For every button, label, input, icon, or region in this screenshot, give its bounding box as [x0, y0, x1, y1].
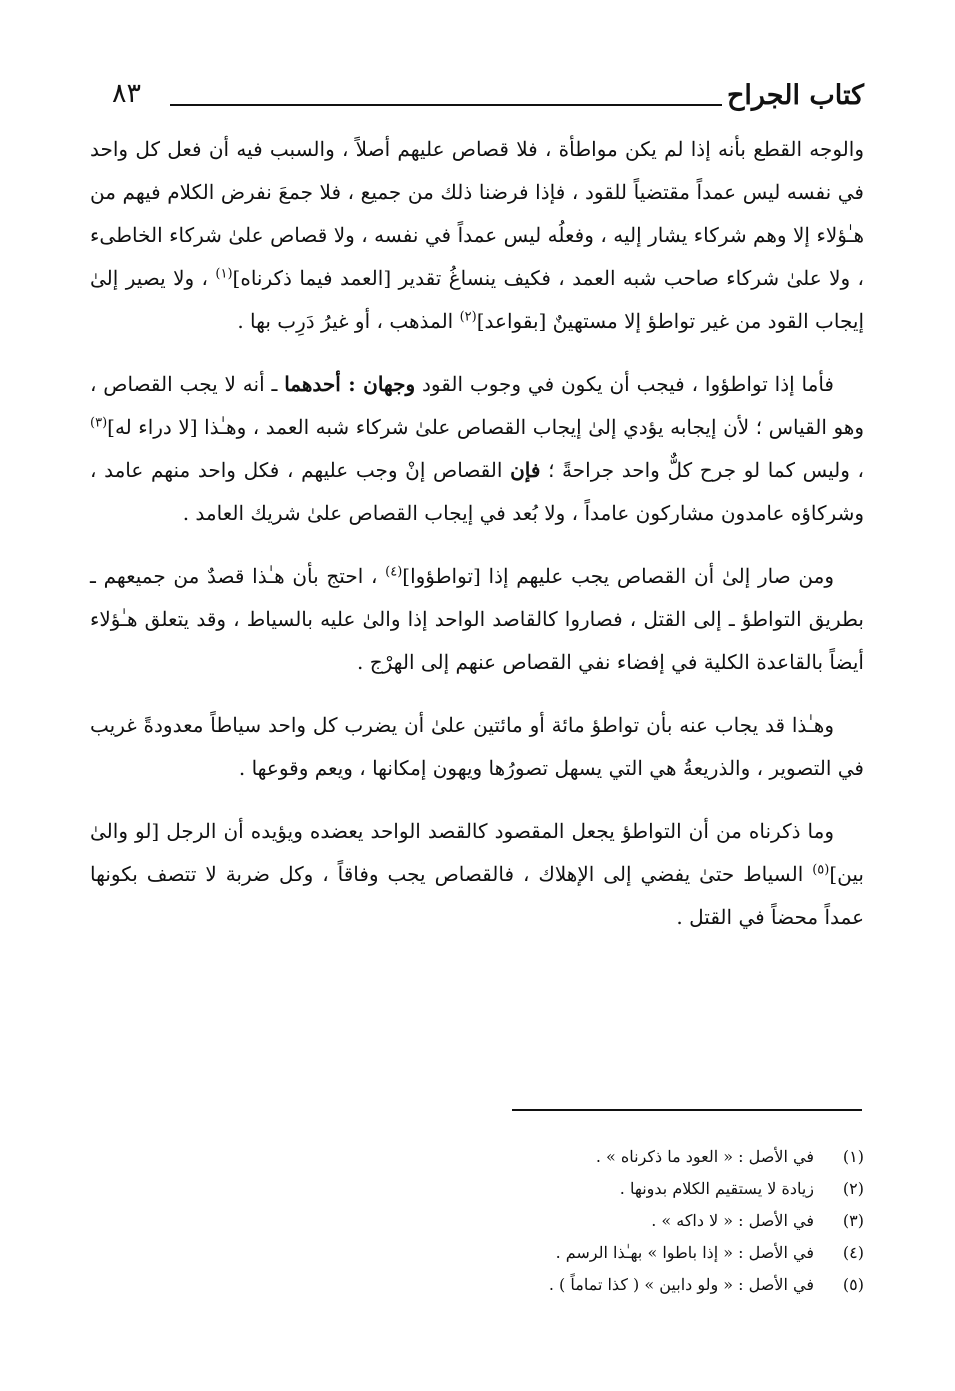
paragraph-text: ، احتج بأن هـٰذا قصدٌ من جميعهم ـ بطريق التواطؤ ـ إلى القتل ، فصاروا كالقاصد الواحد إذا والىٰ عليه بالسياط ، وقد يتعلق هـٰؤلاء أيضاً بالقاعدة الكلية في إفضاء نفي القصاص عنهم إلى الهرْج .	[90, 564, 864, 674]
footnote-number: (٥)	[842, 1275, 864, 1294]
footnote-item	[300, 1237, 864, 1269]
paragraph-text: ومن صار إلىٰ أن القصاص يجب عليهم إذا [تواطؤوا]	[402, 564, 835, 588]
footnote-ref: (٣)	[90, 415, 108, 431]
footnote-text: في الأصل : « لا داكه » .	[651, 1211, 814, 1230]
paragraph-text: المذهب ، أو غيرُ دَرِب بها .	[237, 309, 460, 333]
footnote-number: (٣)	[842, 1211, 864, 1230]
paragraph-1	[90, 128, 864, 343]
footnote-item	[300, 1269, 864, 1301]
paragraph-text: القصاص إنْ وجب عليهم ، فكل واحد منهم عامد ، وشركاؤه عامدون مشاركون عامداً ، ولا بُعد في إيجاب القصاص علىٰ شريك العامد .	[90, 458, 864, 525]
paragraph-text: ، وليس كما لو جرح كلٌّ واحد جراحةً ؛	[540, 458, 864, 482]
chapter-title: كتاب الجراح	[726, 80, 864, 111]
footnote-item	[300, 1205, 864, 1237]
paragraph-text: ، ولا يصير إلىٰ إيجاب القود من غير تواطؤ إلا مستهينٌ [بقواعد]	[90, 266, 864, 333]
paragraph-5	[90, 810, 864, 939]
main-text	[90, 128, 864, 959]
paragraph-text: ـ أنه لا يجب القصاص ، وهو القياس ؛ لأن إيجابه يؤدي إلىٰ إيجاب القصاص علىٰ شركاء شبه العمد ، وهـٰذا [لا دراء له]	[90, 372, 864, 439]
footnote-text: في الأصل : « العود ما ذكرناه » .	[595, 1147, 814, 1166]
footnote-ref: (٤)	[385, 564, 403, 580]
paragraph-text: فأما إذا تواطؤوا ، فيجب أن يكون في وجوب القود	[415, 372, 834, 396]
header-rule	[170, 104, 722, 106]
footnote-ref: (٥)	[812, 862, 830, 878]
paragraph-text: وما ذكرناه من أن التواطؤ يجعل المقصود كالقصد الواحد يعضده ويؤيده أن الرجل [لو والىٰ بين]	[90, 819, 864, 886]
bold-term: وجهان : أحدهما	[284, 372, 416, 396]
footnote-separator	[512, 1109, 862, 1111]
paragraph-4	[90, 704, 864, 790]
paragraph-text: والوجه القطع بأنه إذا لم يكن مواطأة ، فلا قصاص عليهم أصلاً ، والسبب فيه أن فعل كل واحد في نفسه ليس عمداً مقتضياً للقود ، فإذا فرضنا ذلك من جميع ، فلا جمعَ نفرض الكلام فيهم من هـٰؤلاء إلا وهم شركاء يشار إليه ، وفعلُه ليس عمداً في نفسه ، ولا قصاص علىٰ شركاء الخاطىء ، ولا علىٰ شركاء صاحب شبه العمد ، فكيف ينساغُ تقدير [العمد فيما ذكرناه]	[90, 137, 865, 290]
footnote-item	[300, 1173, 864, 1205]
paragraph-3	[90, 555, 864, 684]
footnote-text: في الأصل : « إذا باطوا » بهـٰذا الرسم .	[555, 1243, 814, 1262]
paragraph-2	[90, 363, 864, 535]
footnote-text: زيادة لا يستقيم الكلام بدونها .	[619, 1179, 814, 1198]
footnotes	[300, 1141, 864, 1301]
footnote-ref: (١)	[215, 266, 233, 282]
paragraph-text: السياط حتىٰ يفضي إلى الإهلاك ، فالقصاص يجب وفاقاً ، وكل ضربة لا تتصف بكونها عمداً محضاً في القتل .	[90, 862, 864, 929]
bold-term: فإن	[510, 458, 541, 482]
paragraph-text: وهـٰذا قد يجاب عنه بأن تواطؤ مائة أو مائتين علىٰ أن يضرب كل واحد سياطاً معدودةً غريب في التصوير ، والذريعةُ هي التي يسهل تصورُها ويهون إمكانها ، ويعم وقوعها .	[90, 713, 864, 780]
footnote-ref: (٢)	[459, 309, 477, 325]
footnote-number: (٢)	[842, 1179, 864, 1198]
footnote-number: (١)	[842, 1147, 864, 1166]
page-header	[112, 78, 864, 118]
footnote-number: (٤)	[842, 1243, 864, 1262]
page-number: ٨٣	[112, 78, 142, 109]
footnote-text: في الأصل : « ولو دابين » ( كذا تماماً ) .	[548, 1275, 814, 1294]
footnote-item	[300, 1141, 864, 1173]
